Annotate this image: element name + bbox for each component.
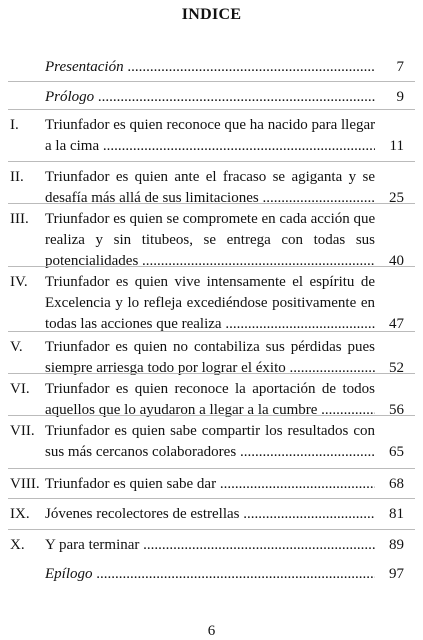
entry-page-number: 97: [389, 566, 404, 582]
entry-title: [45, 209, 375, 272]
chapter-number: VIII.: [10, 476, 40, 492]
entry-title-line: Presentación .....: [45, 57, 375, 78]
chapter-number: VI.: [10, 381, 30, 397]
chapter-number: VII.: [10, 423, 35, 439]
entry-title-line: Excelencia y lo refleja excediéndose positivamente en: [45, 295, 375, 311]
entry-title-line: Triunfador es quien ante el fracaso se agiganta y se: [45, 169, 375, 185]
entry-title-line: sus más cercanos colaboradores .....: [45, 442, 375, 463]
divider: [8, 81, 415, 82]
entry-title: [45, 115, 375, 157]
entry-title-line: aquellos que lo ayudaron a llegar a la cumbre .....: [45, 400, 375, 421]
entry-title: [45, 535, 375, 556]
divider: [8, 415, 415, 416]
entry-page-number: 25: [389, 190, 404, 206]
divider: [8, 331, 415, 332]
entry-title: [45, 57, 375, 78]
chapter-number: X.: [10, 537, 25, 553]
entry-page-number: 81: [389, 506, 404, 522]
entry-page-number: 56: [389, 402, 404, 418]
entry-title-line: Triunfador es quien se compromete en cada acción que: [45, 211, 376, 227]
entry-page-number: 40: [389, 253, 404, 269]
divider: [8, 161, 415, 162]
divider: [8, 266, 415, 267]
entry-title: [45, 564, 375, 585]
entry-page-number: 52: [389, 360, 404, 376]
entry-title-line: potencialidades .....: [45, 251, 375, 272]
divider: [8, 498, 415, 499]
entry-title-line: Y para terminar .....: [45, 535, 375, 556]
entry-title-line: siempre arriesga todo por lograr el éxito .....: [45, 358, 375, 379]
entry-title: [45, 87, 375, 108]
index-title: INDICE: [181, 6, 242, 23]
entry-page-number: 9: [396, 89, 404, 105]
entry-title-line: desafía más allá de sus limitaciones .....: [45, 188, 375, 209]
entry-title-line: Triunfador es quien sabe compartir los resultados con: [45, 423, 375, 439]
entry-title: [45, 504, 375, 525]
entry-page-number: 68: [389, 476, 404, 492]
entry-title-line: Triunfador es quien reconoce la aportación de todos: [45, 381, 375, 397]
entry-title: [45, 474, 375, 495]
chapter-number: IV.: [10, 274, 28, 290]
entry-page-number: 89: [389, 537, 404, 553]
entry-page-number: 47: [389, 316, 404, 332]
divider: [8, 109, 415, 110]
entry-title-line: a la cima .....: [45, 136, 375, 157]
entry-title-line: realiza y sin titubeos, se entrega con todas sus: [45, 232, 375, 248]
chapter-number: V.: [10, 339, 23, 355]
entry-page-number: 65: [389, 444, 404, 460]
entry-title-line: Epílogo .....: [45, 564, 375, 585]
page-number: 6: [207, 623, 216, 639]
entry-title: [45, 421, 375, 463]
chapter-number: I.: [10, 117, 19, 133]
entry-title-line: todas las acciones que realiza .....: [45, 314, 375, 335]
entry-title-line: Triunfador es quien vive intensamente el espíritu de: [45, 274, 375, 290]
entry-title-line: Triunfador es quien sabe dar .....: [45, 474, 375, 495]
chapter-number: III.: [10, 211, 29, 227]
entry-title-line: Triunfador es quien reconoce que ha nacido para llegar: [45, 117, 376, 133]
chapter-number: II.: [10, 169, 24, 185]
divider: [8, 468, 415, 469]
entry-title: [45, 272, 375, 335]
entry-page-number: 11: [389, 138, 404, 154]
entry-title-line: Prólogo .....: [45, 87, 375, 108]
divider: [8, 203, 415, 204]
entry-page-number: 7: [396, 59, 404, 75]
divider: [8, 529, 415, 530]
divider: [8, 373, 415, 374]
chapter-number: IX.: [10, 506, 30, 522]
entry-title-line: Jóvenes recolectores de estrellas .....: [45, 504, 375, 525]
entry-title-line: Triunfador es quien no contabiliza sus pérdidas pues: [45, 339, 375, 355]
